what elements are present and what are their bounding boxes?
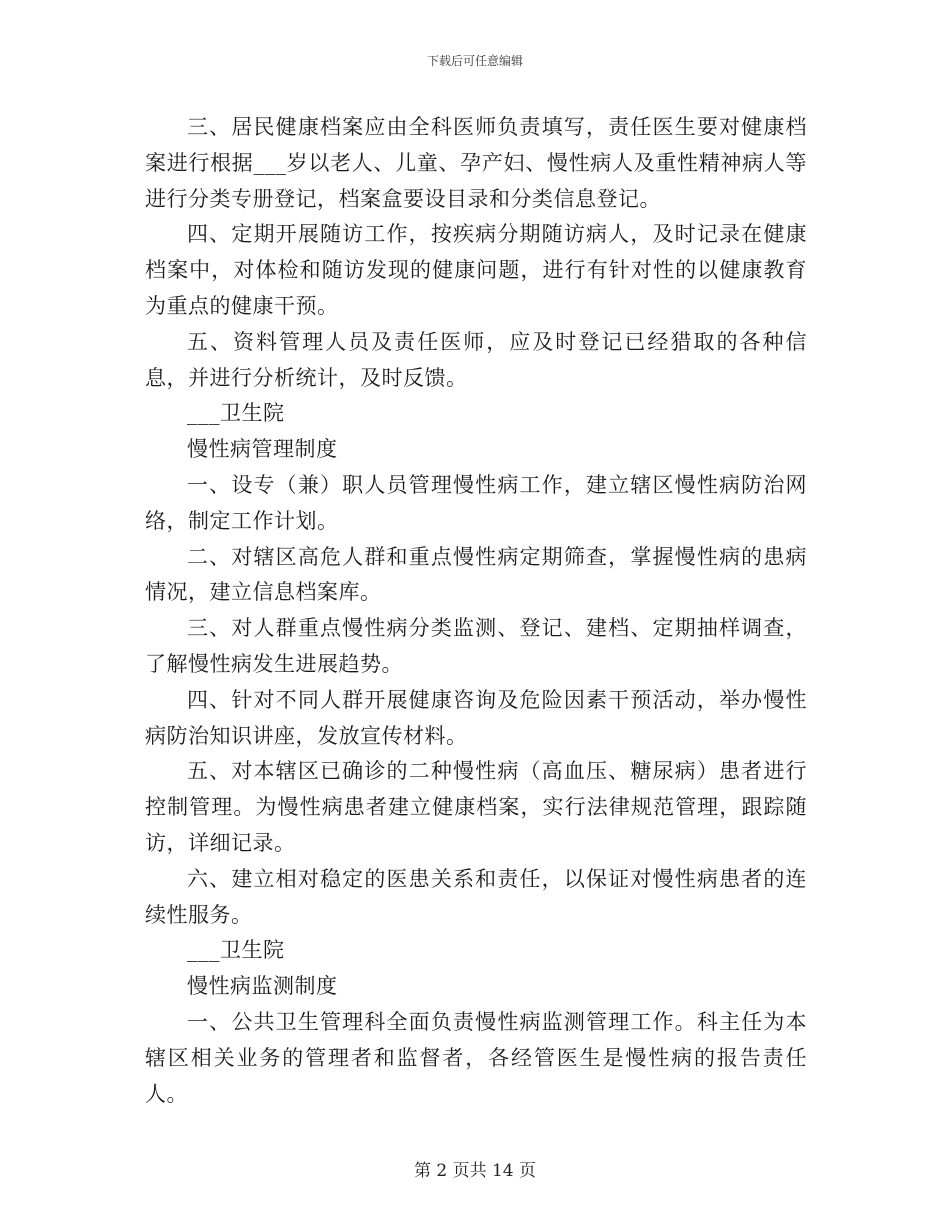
paragraph: 二、对辖区高危人群和重点慢性病定期筛查，掌握慢性病的患病情况，建立信息档案库。: [145, 544, 807, 605]
paragraph: 五、对本辖区已确诊的二种慢性病（高血压、糖尿病）患者进行控制管理。为慢性病患者建立健康档案，实行法律规范管理，跟踪随访，详细记录。: [145, 759, 807, 855]
page-footer: 第 2 页共 14 页: [413, 1161, 537, 1181]
section-title: 慢性病管理制度: [187, 437, 338, 462]
paragraph: 六、建立相对稳定的医患关系和责任，以保证对慢性病患者的连续性服务。: [145, 866, 807, 927]
paragraph: 四、定期开展随访工作，按疾病分期随访病人，及时记录在健康档案中，对体检和随访发现的健康问题，进行有针对性的以健康教育为重点的健康干预。: [145, 222, 807, 318]
paragraph: 五、资料管理人员及责任医师，应及时登记已经猎取的各种信息，并进行分析统计，及时反馈。: [145, 329, 807, 390]
section-org-name: ___卫生院: [187, 938, 285, 963]
section-title: 慢性病监测制度: [187, 974, 338, 999]
paragraph: 四、针对不同人群开展健康咨询及危险因素干预活动，举办慢性病防治知识讲座，发放宣传材料。: [145, 687, 807, 748]
paragraph: 一、公共卫生管理科全面负责慢性病监测管理工作。科主任为本辖区相关业务的管理者和监督者，各经管医生是慢性病的报告责任人。: [145, 1009, 807, 1106]
page-header: 下载后可任意编辑: [426, 54, 523, 68]
paragraph: 三、居民健康档案应由全科医师负责填写，责任医生要对健康档案进行根据___岁以老人、儿童、孕产妇、慢性病人及重性精神病人等进行分类专册登记，档案盒要设目录和分类信息登记。: [145, 115, 807, 211]
document-body: [145, 110, 807, 1112]
paragraph: 三、对人群重点慢性病分类监测、登记、建档、定期抽样调查，了解慢性病发生进展趋势。: [145, 616, 807, 676]
section-org-name: ___卫生院: [187, 401, 285, 426]
paragraph: 一、设专（兼）职人员管理慢性病工作，建立辖区慢性病防治网络，制定工作计划。: [145, 472, 807, 533]
